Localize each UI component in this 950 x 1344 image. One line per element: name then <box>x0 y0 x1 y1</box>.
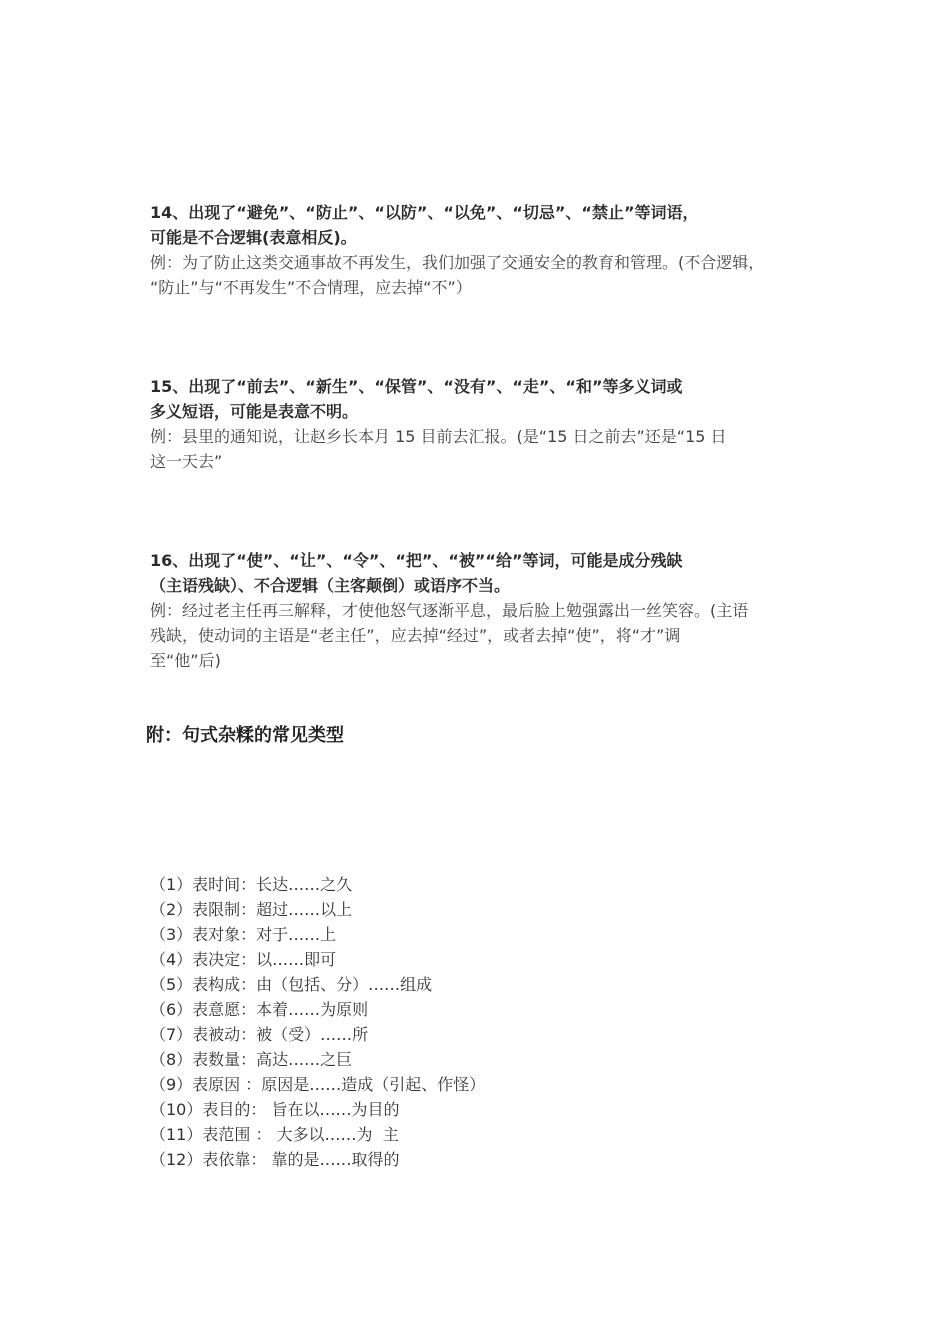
list-item: （3）表对象：对于……上 <box>150 925 337 944</box>
list-item: （8）表数量：高达……之巨 <box>150 1050 353 1069</box>
list-item: （9）表原因 ：原因是……造成（引起、作怪） <box>150 1075 486 1094</box>
rule-example: 至“他”后) <box>150 651 221 670</box>
type-list <box>150 872 650 1172</box>
appendix-title: 附：句式杂糅的常见类型 <box>146 725 344 746</box>
list-item: （2）表限制：超过……以上 <box>150 900 353 919</box>
list-item: （10）表目的： 旨在以……为目的 <box>150 1100 400 1119</box>
rule-heading: 可能是不合逻辑(表意相反)。 <box>150 228 357 247</box>
rule-heading: 16、出现了“使”、“让”、“令”、“把”、“被”“给”等词，可能是成分残缺 <box>150 551 683 570</box>
list-item: （6）表意愿：本着……为原则 <box>150 1000 369 1019</box>
rule-example: “防止”与“不再发生”不合情理，应去掉“不”） <box>150 278 472 297</box>
rule-heading: 多义短语，可能是表意不明。 <box>150 402 359 421</box>
rule-example: 这一天去” <box>150 452 223 471</box>
rule-heading: 15、出现了“前去”、“新生”、“保管”、“没有”、“走”、“和”等多义词或 <box>150 377 683 396</box>
rule-14 <box>150 200 810 300</box>
rule-example: 例：为了防止这类交通事故不再发生，我们加强了交通安全的教育和管理。(不合逻辑， <box>150 253 765 272</box>
list-item: （1）表时间：长达……之久 <box>150 875 353 894</box>
rule-15 <box>150 374 810 474</box>
rule-example: 例：县里的通知说，让赵乡长本月 15 目前去汇报。(是“15 日之前去”还是“15 日 <box>150 427 727 446</box>
rule-heading: 14、出现了“避免”、“防止”、“以防”、“以免”、“切忌”、“禁止”等词语， <box>150 203 699 222</box>
list-item: （11）表范围 ： 大多以……为 主 <box>150 1125 399 1144</box>
list-item: （7）表被动：被（受）……所 <box>150 1025 369 1044</box>
rule-example: 残缺，使动词的主语是“老主任”，应去掉“经过”，或者去掉“使”，将“才”调 <box>150 626 681 645</box>
rule-16 <box>150 548 810 673</box>
list-item: （5）表构成：由（包括、分）……组成 <box>150 975 433 994</box>
list-item: （12）表依靠： 靠的是……取得的 <box>150 1150 400 1169</box>
rule-example: 例：经过老主任再三解释，才使他怒气逐渐平息，最后脸上勉强露出一丝笑容。(主语 <box>150 601 749 620</box>
list-item: （4）表决定：以……即可 <box>150 950 337 969</box>
rule-heading: （主语残缺）、不合逻辑（主客颠倒）或语序不当。 <box>150 576 511 595</box>
